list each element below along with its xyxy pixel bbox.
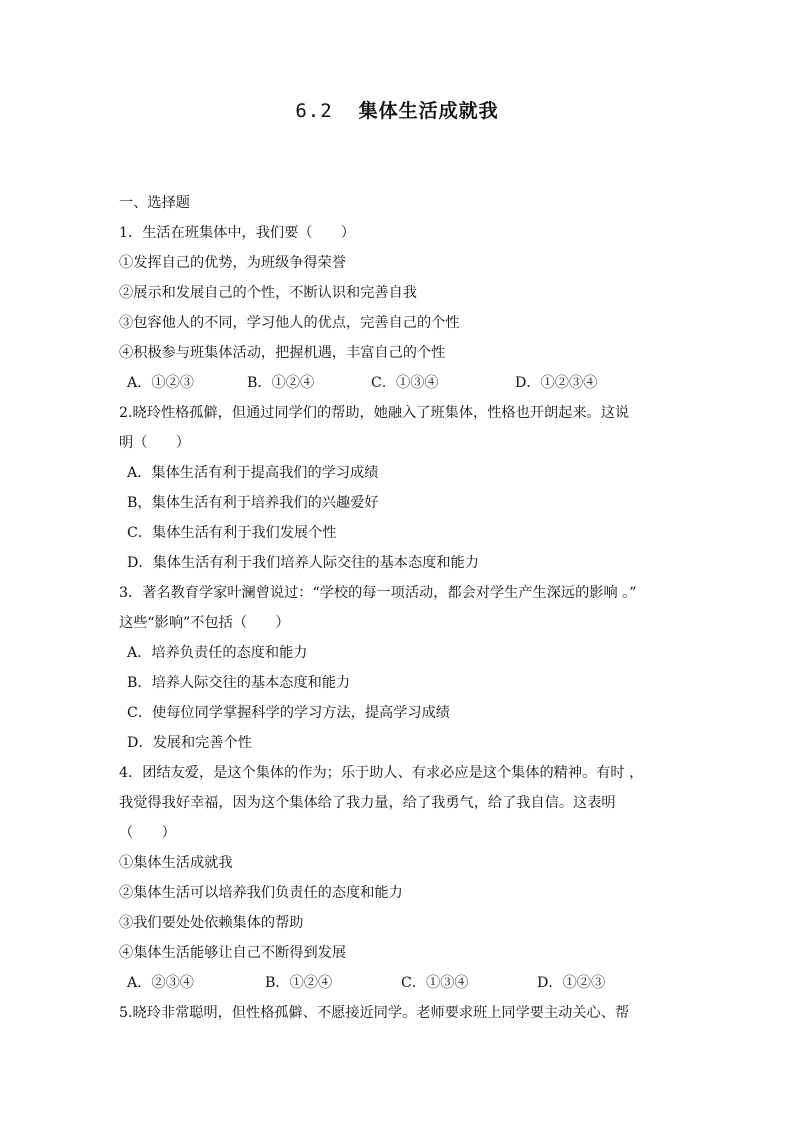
q4-options — [119, 968, 679, 998]
q3-stem-line2: 这些“影响”不包括（ ） — [119, 615, 290, 631]
q3-option-b: B．培养人际交往的基本态度和能力 — [127, 675, 351, 691]
q1-options — [119, 368, 679, 398]
q1-stem: 1．生活在班集体中，我们要（ ） — [119, 225, 356, 241]
page-title — [0, 96, 794, 123]
q4-stem-line3: （ ） — [119, 825, 176, 841]
q1-option-b: B．①②④ — [247, 375, 315, 391]
q1-item: ④积极参与班集体活动，把握机遇，丰富自己的个性 — [119, 345, 446, 361]
q1-option-d: D．①②③④ — [515, 375, 598, 391]
q3-option-a: A．培养负责任的态度和能力 — [127, 645, 308, 661]
q5-stem-line1: 5.晓玲非常聪明，但性格孤僻、不愿接近同学。老师要求班上同学要主动关心、帮 — [119, 1005, 630, 1021]
title-text: 集体生活成就我 — [358, 100, 499, 122]
q1-item: ①发挥自己的优势，为班级争得荣誉 — [119, 255, 347, 271]
q4-option-d: D．①②③ — [537, 975, 606, 991]
q2-option-b: B，集体生活有利于培养我们的兴趣爱好 — [127, 495, 379, 511]
q1-item: ②展示和发展自己的个性，不断认识和完善自我 — [119, 285, 417, 301]
q4-stem-line2: 我觉得我好幸福，因为这个集体给了我力量，给了我勇气，给了我自信。这表明 — [119, 795, 616, 811]
section-heading: 一、选择题 — [119, 195, 190, 211]
q4-item: ③我们要处处依赖集体的帮助 — [119, 915, 304, 931]
q3-stem-line1: 3．著名教育学家叶澜曾说过：“学校的每一项活动，都会对学生产生深远的影响 。” — [119, 585, 637, 601]
q2-option-c: C．集体生活有利于我们发展个性 — [127, 525, 337, 541]
q4-stem-line1: 4．团结友爱，是这个集体的作为；乐于助人、有求必应是这个集体的精神。有时 ， — [119, 765, 644, 781]
q2-stem-line2: 明（ ） — [119, 435, 190, 451]
q1-item: ③包容他人的不同，学习他人的优点，完善自己的个性 — [119, 315, 460, 331]
q3-option-d: D．发展和完善个性 — [127, 735, 252, 751]
q4-item: ②集体生活可以培养我们负责任的态度和能力 — [119, 885, 403, 901]
q2-option-a: A．集体生活有利于提高我们的学习成绩 — [127, 465, 379, 481]
title-number: 6.2 — [295, 100, 333, 122]
q3-option-c: C．使每位同学掌握科学的学习方法，提高学习成绩 — [127, 705, 450, 721]
question-content — [119, 188, 679, 1028]
q4-option-a: A．②③④ — [127, 975, 194, 991]
q1-option-a: A．①②③ — [127, 375, 194, 391]
q4-item: ①集体生活成就我 — [119, 855, 233, 871]
q2-stem-line1: 2.晓玲性格孤僻，但通过同学们的帮助，她融入了班集体，性格也开朗起来。这说 — [119, 405, 630, 421]
q4-option-b: B．①②④ — [265, 975, 333, 991]
q4-option-c: C．①③④ — [401, 975, 469, 991]
q1-option-c: C．①③④ — [371, 375, 439, 391]
q4-item: ④集体生活能够让自己不断得到发展 — [119, 945, 347, 961]
q2-option-d: D．集体生活有利于我们培养人际交往的基本态度和能力 — [127, 555, 479, 571]
